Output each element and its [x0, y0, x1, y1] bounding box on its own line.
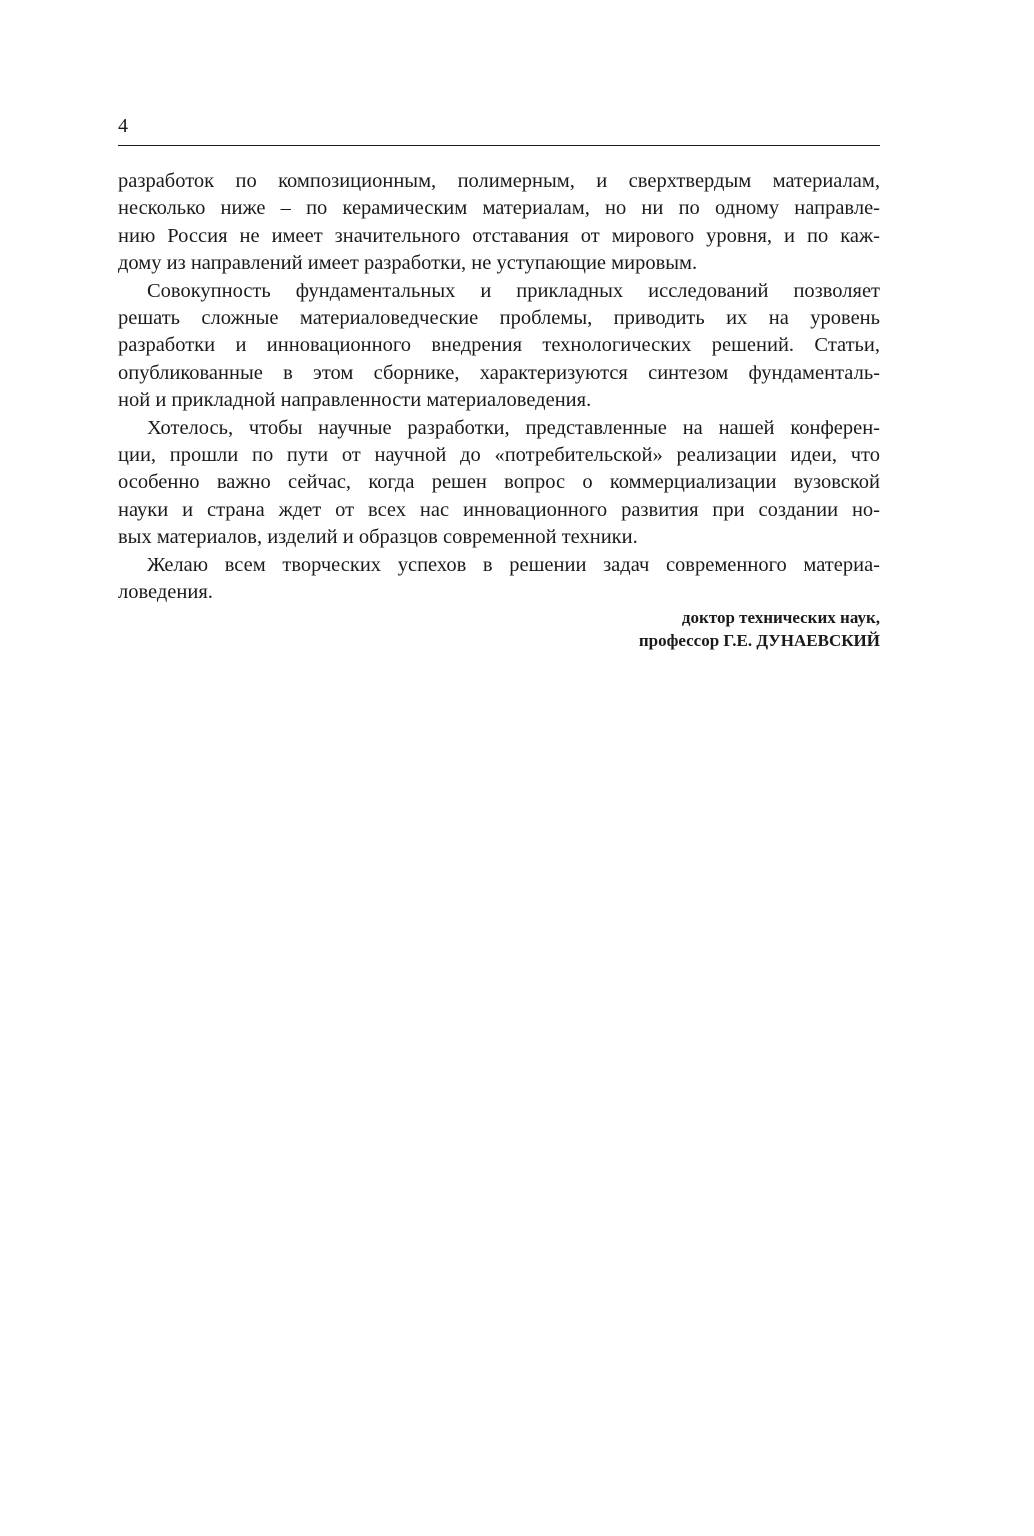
- text-line: Совокупность фундаментальных и прикладных исследований позволяет: [147, 279, 880, 302]
- text-line: нию Россия не имеет значительного отставания от мирового уровня, и по каж-: [118, 224, 880, 247]
- paragraph-4: [118, 552, 880, 607]
- text-line: ной и прикладной направленности материаловедения.: [118, 389, 592, 412]
- text-line: опубликованные в этом сборнике, характеризуются синтезом фундаменталь-: [118, 361, 880, 384]
- text-line: особенно важно сейчас, когда решен вопрос о коммерциализации вузовской: [118, 471, 880, 494]
- signature: [639, 606, 880, 652]
- signature-name: профессор Г.Е. ДУНАЕВСКИЙ: [638, 631, 880, 650]
- text-line: Хотелось, чтобы научные разработки, представленные на нашей конферен-: [147, 416, 880, 439]
- text-line: ции, прошли по пути от научной до «потребительской» реализации идеи, что: [118, 444, 880, 467]
- text-line: несколько ниже – по керамическим материалам, но ни по одному направле-: [118, 197, 880, 220]
- header-rule: [118, 145, 880, 146]
- text-line: Желаю всем творческих успехов в решении задач современного материа-: [147, 553, 880, 576]
- text-line: решать сложные материаловедческие проблемы, приводить их на уровень: [118, 307, 880, 330]
- signature-degree: доктор технических наук,: [681, 608, 880, 627]
- text-line: ловедения.: [118, 581, 213, 604]
- text-line: дому из направлений имеет разработки, не уступающие мировым.: [118, 252, 698, 275]
- text-line: разработки и инновационного внедрения технологических решений. Статьи,: [118, 334, 880, 357]
- text-line: разработок по композиционным, полимерным, и сверхтвердым материалам,: [118, 170, 880, 192]
- page-number: 4: [118, 115, 128, 137]
- paragraph-1: [118, 168, 880, 278]
- text-line: науки и страна ждет от всех нас инновационного развития при создании но-: [118, 498, 880, 521]
- body-text: [118, 168, 880, 607]
- paragraph-3: [118, 415, 880, 552]
- text-line: вых материалов, изделий и образцов современной техники.: [118, 526, 638, 549]
- paragraph-2: [118, 278, 880, 415]
